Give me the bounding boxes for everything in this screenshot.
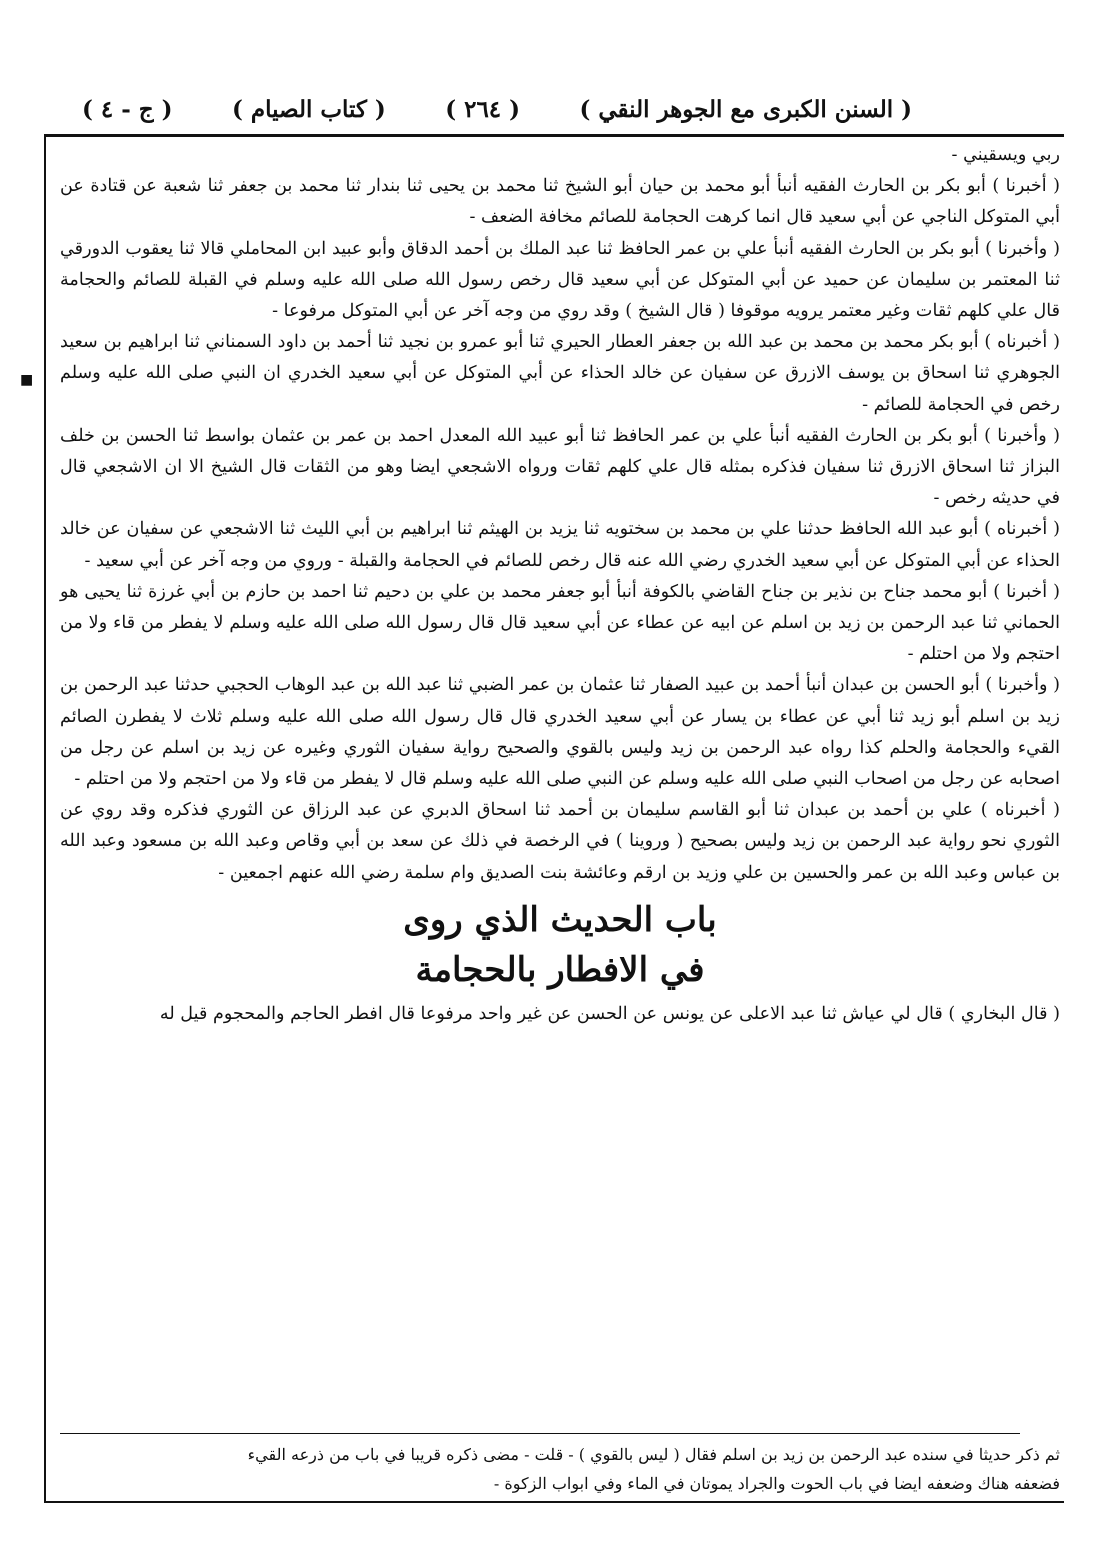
margin-mark: ■ xyxy=(20,372,34,388)
footnote xyxy=(60,1440,1060,1498)
paragraph: ( وأخبرنا ) أبو بكر بن الحارث الفقيه أنبأ علي بن عمر الحافظ ثنا عبد الملك بن أحمد الدقاق وأبو عبيد ابن المحاملي قالا ثنا يعقوب الدورقي ثنا المعتمر بن سليمان عن حميد عن أبي المتوكل عن أبي سعيد قال رخص رسول الله صلى الله عليه وسلم في القبلة للصائم والحجامة قال علي كلهم ثقات وغير معتمر يرويه موقوفا ( قال الشيخ ) وقد روي من وجه آخر عن أبي المتوكل مرفوعا - xyxy=(60,238,1060,322)
footnote-line: ثم ذكر حديثا في سنده عبد الرحمن بن زيد بن اسلم فقال ( ليس بالقوي ) - قلت - مضى ذكره قريبا في باب من ذرعه القيء xyxy=(247,1445,1060,1464)
volume-number: ( ج - ٤ ) xyxy=(82,95,173,123)
left-border-line xyxy=(44,134,46,1502)
page-number: ( ٢٦٤ ) xyxy=(445,95,521,123)
paragraph: ( أخبرناه ) علي بن أحمد بن عبدان ثنا أبو القاسم سليمان بن أحمد ثنا اسحاق الدبري عن عبد الرزاق عن الثوري فذكره وقد روي عن الثوري نحو رواية عبد الرحمن بن زيد وليس بصحيح ( وروينا ) في الرخصة في ذلك عن سعد بن أبي وقاص وعبد الله بن مسعود وعبد الله بن عباس وعبد الله بن عمر والحسين بن علي وزيد بن ارقم وعائشة بنت الصديق وام سلمة رضي الله عنهم اجمعين - xyxy=(60,800,1060,883)
running-header xyxy=(82,92,912,126)
footnote-rule xyxy=(60,1433,1020,1434)
paragraph: ( أخبرناه ) أبو عبد الله الحافظ حدثنا علي بن محمد بن سختويه ثنا يزيد بن الهيثم ثنا ابراهيم بن أبي الليث ثنا الاشجعي عن سفيان عن خالد الحذاء عن أبي المتوكل عن أبي سعيد الخدري رضي الله عنه قال رخص للصائم في الحجامة والقبلة - وروي من وجه آخر عن أبي سعيد - xyxy=(60,519,1060,571)
bottom-rule xyxy=(44,1501,1064,1503)
paragraph: ربي ويسقيني - xyxy=(951,145,1060,165)
paragraph: ( قال البخاري ) قال لي عياش ثنا عبد الاعلى عن يونس عن الحسن عن غير واحد مرفوعا قال افطر الحاجم والمحجوم قيل له xyxy=(159,1003,1060,1024)
paragraph: ( وأخبرنا ) أبو الحسن بن عبدان أنبأ أحمد بن عبيد الصفار ثنا عثمان بن عمر الضبي ثنا عبد الله بن عبد الوهاب الحجبي حدثنا عبد الرحمن بن زيد بن اسلم أبو زيد ثنا أبي عن عطاء بن يسار عن أبي سعيد الخدري قال قال رسول الله صلى الله عليه وسلم ثلاث لا يفطرن الصائم القيء والحجامة والحلم كذا رواه عبد الرحمن بن زيد وليس بالقوي والصحيح رواية سفيان الثوري وغيره عن زيد بن اسلم عن رجل من اصحابه عن رجل من اصحاب النبي صلى الله عليه وسلم عن النبي صلى الله عليه وسلم قال لا يفطر من قاء ولا من احتجم ولا من احتلم - xyxy=(60,675,1060,790)
paragraph: ( وأخبرنا ) أبو بكر بن الحارث الفقيه أنبأ علي بن عمر الحافظ ثنا أبو عبيد الله المعدل احمد بن عمر بن عثمان بواسط ثنا الحسن بن خلف البزاز ثنا اسحاق الازرق ثنا سفيان فذكره بمثله قال علي كلهم ثقات ورواه الاشجعي ايضا وهو من الثقات قال الشيخ الا ان الاشجعي قال في حديثه رخص - xyxy=(60,425,1060,509)
chapter-heading-line: في الافطار بالحجامة xyxy=(415,949,705,990)
paragraph: ( أخبرنا ) أبو بكر بن الحارث الفقيه أنبأ أبو محمد بن حيان أبو الشيخ ثنا محمد بن يحيى ثنا بندار ثنا محمد بن جعفر ثنا شعبة عن قتادة عن أبي المتوكل الناجي عن أبي سعيد قال انما كرهت الحجامة للصائم مخافة الضعف - xyxy=(60,176,1060,228)
paragraph: ( أخبرناه ) أبو بكر محمد بن محمد بن عبد الله بن جعفر العطار الحيري ثنا أبو عمرو بن نجيد ثنا أحمد بن داود السمناني ثنا ابراهيم بن سعيد الجوهري ثنا اسحاق بن يوسف الازرق عن سفيان عن خالد الحذاء عن أبي المتوكل عن أبي سعيد الخدري ان النبي صلى الله عليه وسلم رخص في الحجامة للصائم - xyxy=(60,332,1060,415)
chapter-heading-line: باب الحديث الذي روى xyxy=(403,899,717,940)
footnote-line: فضعفه هناك وضعفه ايضا في باب الحوت والجراد يموتان في الماء وفي ابواب الزكوة - xyxy=(493,1474,1060,1493)
chapter-heading xyxy=(60,895,1060,995)
book-title: ( السنن الكبرى مع الجوهر النقي ) xyxy=(579,95,912,123)
chapter-title: ( كتاب الصيام ) xyxy=(231,95,386,123)
header-rule xyxy=(44,134,1064,137)
paragraph: ( أخبرنا ) أبو محمد جناح بن نذير بن جناح القاضي بالكوفة أنبأ أبو جعفر محمد بن علي بن دحيم ثنا احمد بن حازم بن أبي غرزة ثنا يحيى هو الحماني ثنا عبد الرحمن بن زيد بن اسلم عن ابيه عن عطاء عن أبي سعيد قال قال رسول الله صلى الله عليه وسلم لا يفطر من قاء ولا من احتجم ولا من احتلم - xyxy=(60,581,1060,665)
main-text xyxy=(60,140,1060,1030)
